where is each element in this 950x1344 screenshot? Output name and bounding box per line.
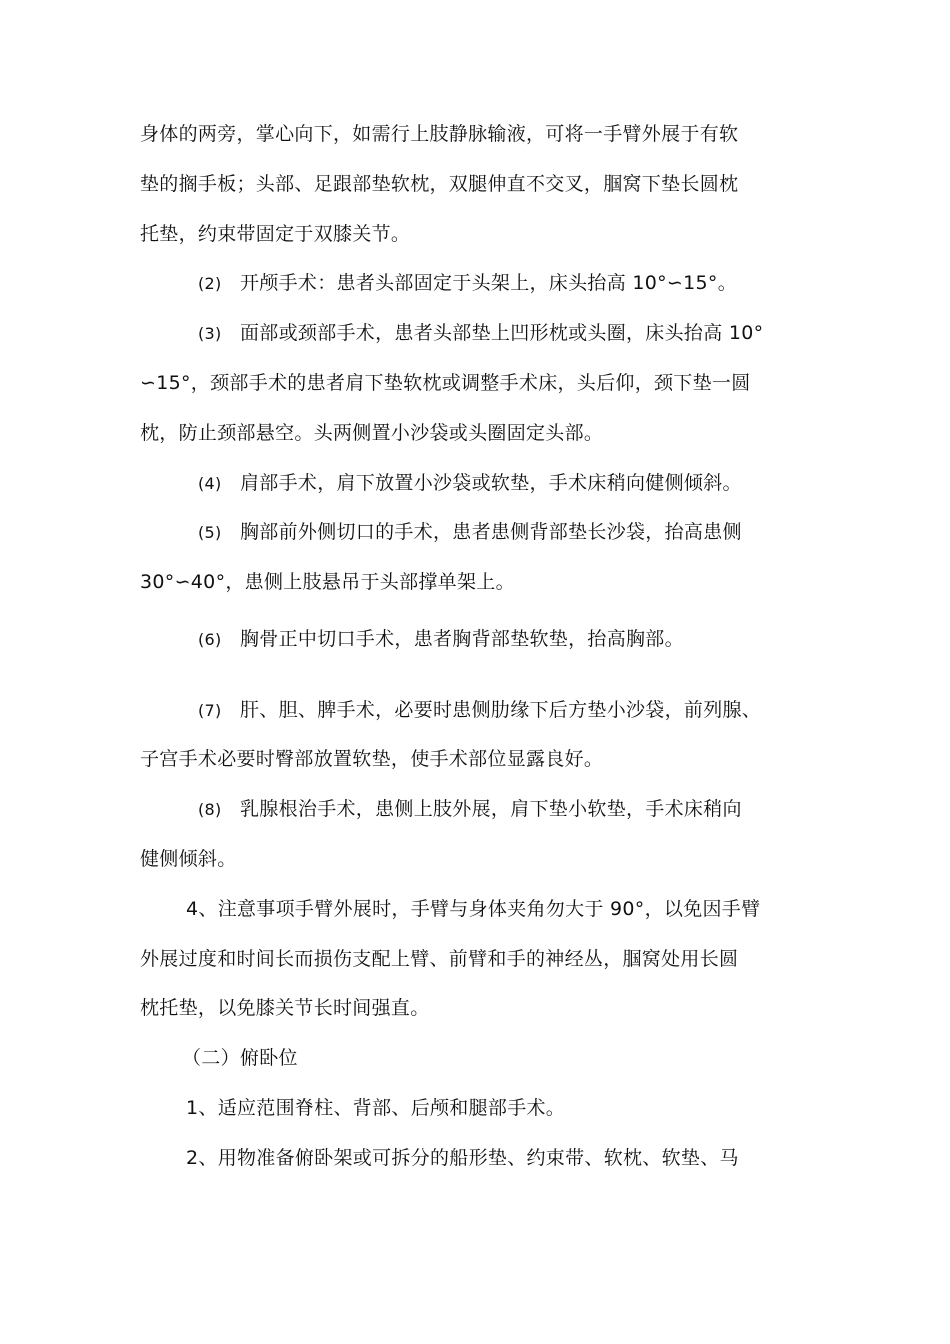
text-line: 1、适应范围脊柱、背部、后颅和腿部手术。	[186, 1097, 566, 1119]
list-item	[198, 626, 684, 653]
item-number: (4)	[198, 474, 222, 493]
section-heading: （二）俯卧位	[182, 1047, 298, 1069]
text-line: 2、用物准备俯卧架或可拆分的船形垫、约束带、软枕、软垫、马	[186, 1147, 739, 1169]
list-item	[198, 519, 742, 546]
list-item	[198, 796, 742, 823]
item-text: 开颅手术：患者头部固定于头架上，床头抬高 10°∽15°。	[240, 272, 738, 294]
text-line: 垫的搁手板；头部、足跟部垫软枕，双腿伸直不交叉，腘窝下垫长圆枕	[140, 173, 739, 195]
item-text: 肩部手术，肩下放置小沙袋或软垫，手术床稍向健侧倾斜。	[240, 472, 742, 494]
item-text: 乳腺根治手术，患侧上肢外展，肩下垫小软垫，手术床稍向	[240, 798, 742, 820]
item-number: (3)	[198, 324, 222, 343]
list-item	[198, 270, 737, 297]
item-number: (5)	[198, 523, 222, 542]
item-number: (2)	[198, 274, 222, 293]
text-line: 4、注意事项手臂外展时，手臂与身体夹角勿大于 90°，以免因手臂	[186, 898, 761, 920]
text-line: 健侧倾斜。	[140, 848, 237, 870]
text-line: 枕托垫，以免膝关节长时间强直。	[140, 997, 430, 1019]
item-number: (8)	[198, 800, 222, 819]
text-line: 子宫手术必要时臀部放置软垫，使手术部位显露良好。	[140, 748, 604, 770]
list-item	[198, 697, 761, 724]
text-line: 外展过度和时间长而损伤支配上臂、前臂和手的神经丛，腘窝处用长圆	[140, 948, 739, 970]
text-line: 30°∽40°，患侧上肢悬吊于头部撑单架上。	[140, 571, 515, 593]
item-text: 胸骨正中切口手术，患者胸背部垫软垫，抬高胸部。	[240, 628, 684, 650]
text-line: ∽15°，颈部手术的患者肩下垫软枕或调整手术床，头后仰，颈下垫一圆	[140, 372, 751, 394]
item-text: 胸部前外侧切口的手术，患者患侧背部垫长沙袋，抬高患侧	[240, 521, 742, 543]
item-text: 肝、胆、脾手术，必要时患侧肋缘下后方垫小沙袋，前列腺、	[240, 699, 762, 721]
item-text: 面部或颈部手术，患者头部垫上凹形枕或头圈，床头抬高 10°	[240, 322, 764, 344]
text-line: 托垫，约束带固定于双膝关节。	[140, 223, 411, 245]
list-item	[198, 470, 742, 497]
item-number: (6)	[198, 630, 222, 649]
list-item	[198, 320, 763, 347]
text-line: 身体的两旁，掌心向下，如需行上肢静脉输液，可将一手臂外展于有软	[140, 123, 739, 145]
item-number: (7)	[198, 701, 222, 720]
text-line: 枕，防止颈部悬空。头两侧置小沙袋或头圈固定头部。	[140, 422, 604, 444]
